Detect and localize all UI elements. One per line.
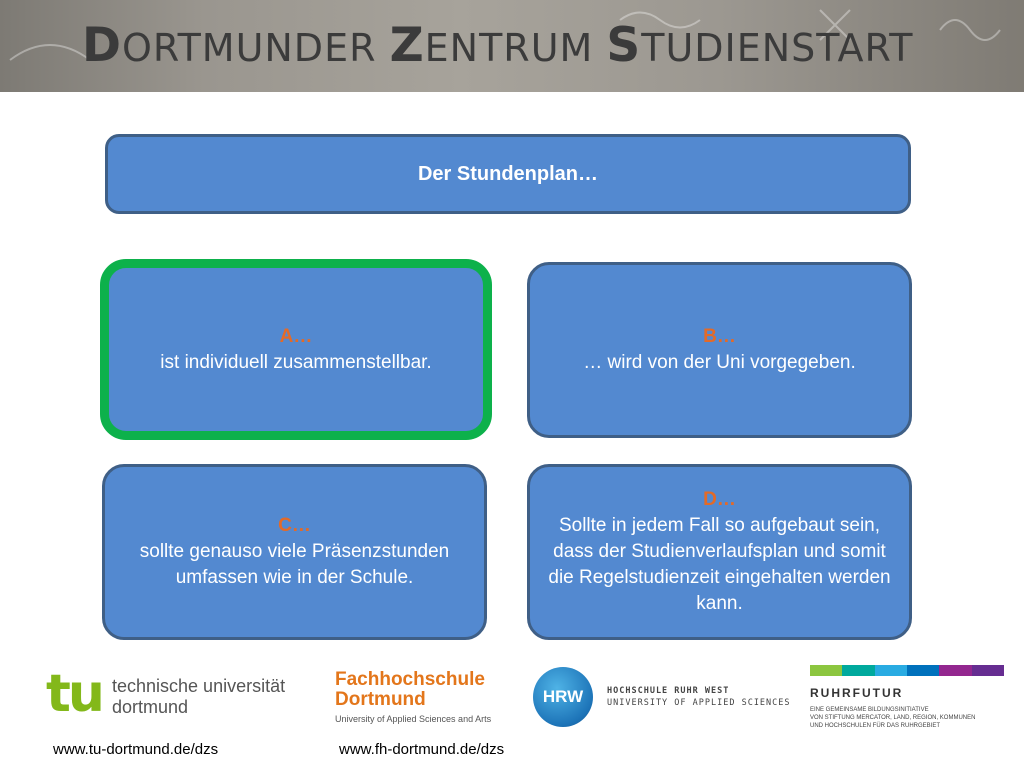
question-text: Der Stundenplan… — [417, 162, 598, 185]
header-banner — [0, 0, 1024, 92]
fh-dortmund-logo — [335, 670, 515, 730]
answer-c-text: sollte genauso viele Präsenzstunden umfassen wie in der Schule. — [139, 541, 450, 588]
answer-a-text: ist individuell zusammenstellbar. — [160, 351, 432, 373]
answer-b-letter: B… — [703, 326, 736, 347]
ruhrfutur-bar-segment — [810, 665, 842, 676]
tu-logo-text — [112, 676, 285, 718]
ruhrfutur-bar-segment — [939, 665, 971, 676]
hrw-logo-mark: HRW — [533, 667, 593, 727]
hrw-logo-line1: HOCHSCHULE RUHR WEST — [607, 686, 730, 696]
ruhrfutur-color-bar — [810, 665, 1004, 676]
fh-dzs-link[interactable]: www.fh-dortmund.de/dzs — [339, 741, 505, 758]
ruhrfutur-tagline-line3: UND HOCHSCHULEN FÜR DAS RUHRGEBIET — [810, 723, 941, 729]
hrw-logo — [533, 667, 793, 727]
ruhrfutur-tagline-line2: VON STIFTUNG MERCATOR, LAND, REGION, KOMMUNEN — [810, 715, 976, 721]
hrw-logo-line2: UNIVERSITY OF APPLIED SCIENCES — [607, 698, 791, 708]
header-title: DORTMUNDER ZENTRUM STUDIENSTART — [82, 18, 914, 73]
question-box — [105, 134, 911, 214]
tu-logo-line1: technische universität — [112, 676, 286, 696]
answer-c-button[interactable] — [102, 464, 487, 640]
tu-logo-mark: tu — [46, 664, 102, 724]
hrw-logo-text — [607, 685, 791, 709]
ruhrfutur-bar-segment — [972, 665, 1004, 676]
ruhrfutur-name: RUHRFUTUR — [810, 686, 904, 700]
answer-c-letter: C… — [278, 515, 311, 536]
answer-d-button[interactable] — [527, 464, 912, 640]
tu-dzs-link[interactable]: www.tu-dortmund.de/dzs — [53, 741, 219, 758]
ruhrfutur-bar-segment — [875, 665, 907, 676]
fh-logo-line2: Dortmund — [335, 689, 426, 710]
answer-a-letter: A… — [279, 325, 313, 347]
ruhrfutur-bar-segment — [842, 665, 874, 676]
answer-b-text: … wird von der Uni vorgegeben. — [583, 352, 856, 373]
fh-logo-line3: University of Applied Sciences and Arts — [335, 714, 492, 724]
ruhrfutur-logo — [810, 665, 1010, 735]
answer-b-button[interactable] — [527, 262, 912, 438]
answer-d-letter: D… — [703, 489, 736, 510]
answer-a-button[interactable] — [100, 259, 492, 440]
answer-d-text: Sollte in jedem Fall so aufgebaut sein, dass der Studienverlaufsplan und somit die Regelstudienzeit eingehalten werden kann. — [548, 515, 891, 614]
tu-dortmund-logo — [46, 664, 316, 724]
ruhrfutur-tagline — [810, 706, 1010, 730]
fh-logo-line1: Fachhochschule — [335, 669, 485, 690]
ruhrfutur-tagline-line1: EINE GEMEINSAME BILDUNGSINITIATIVE — [810, 707, 929, 713]
ruhrfutur-bar-segment — [907, 665, 939, 676]
tu-logo-line2: dortmund — [112, 697, 189, 717]
